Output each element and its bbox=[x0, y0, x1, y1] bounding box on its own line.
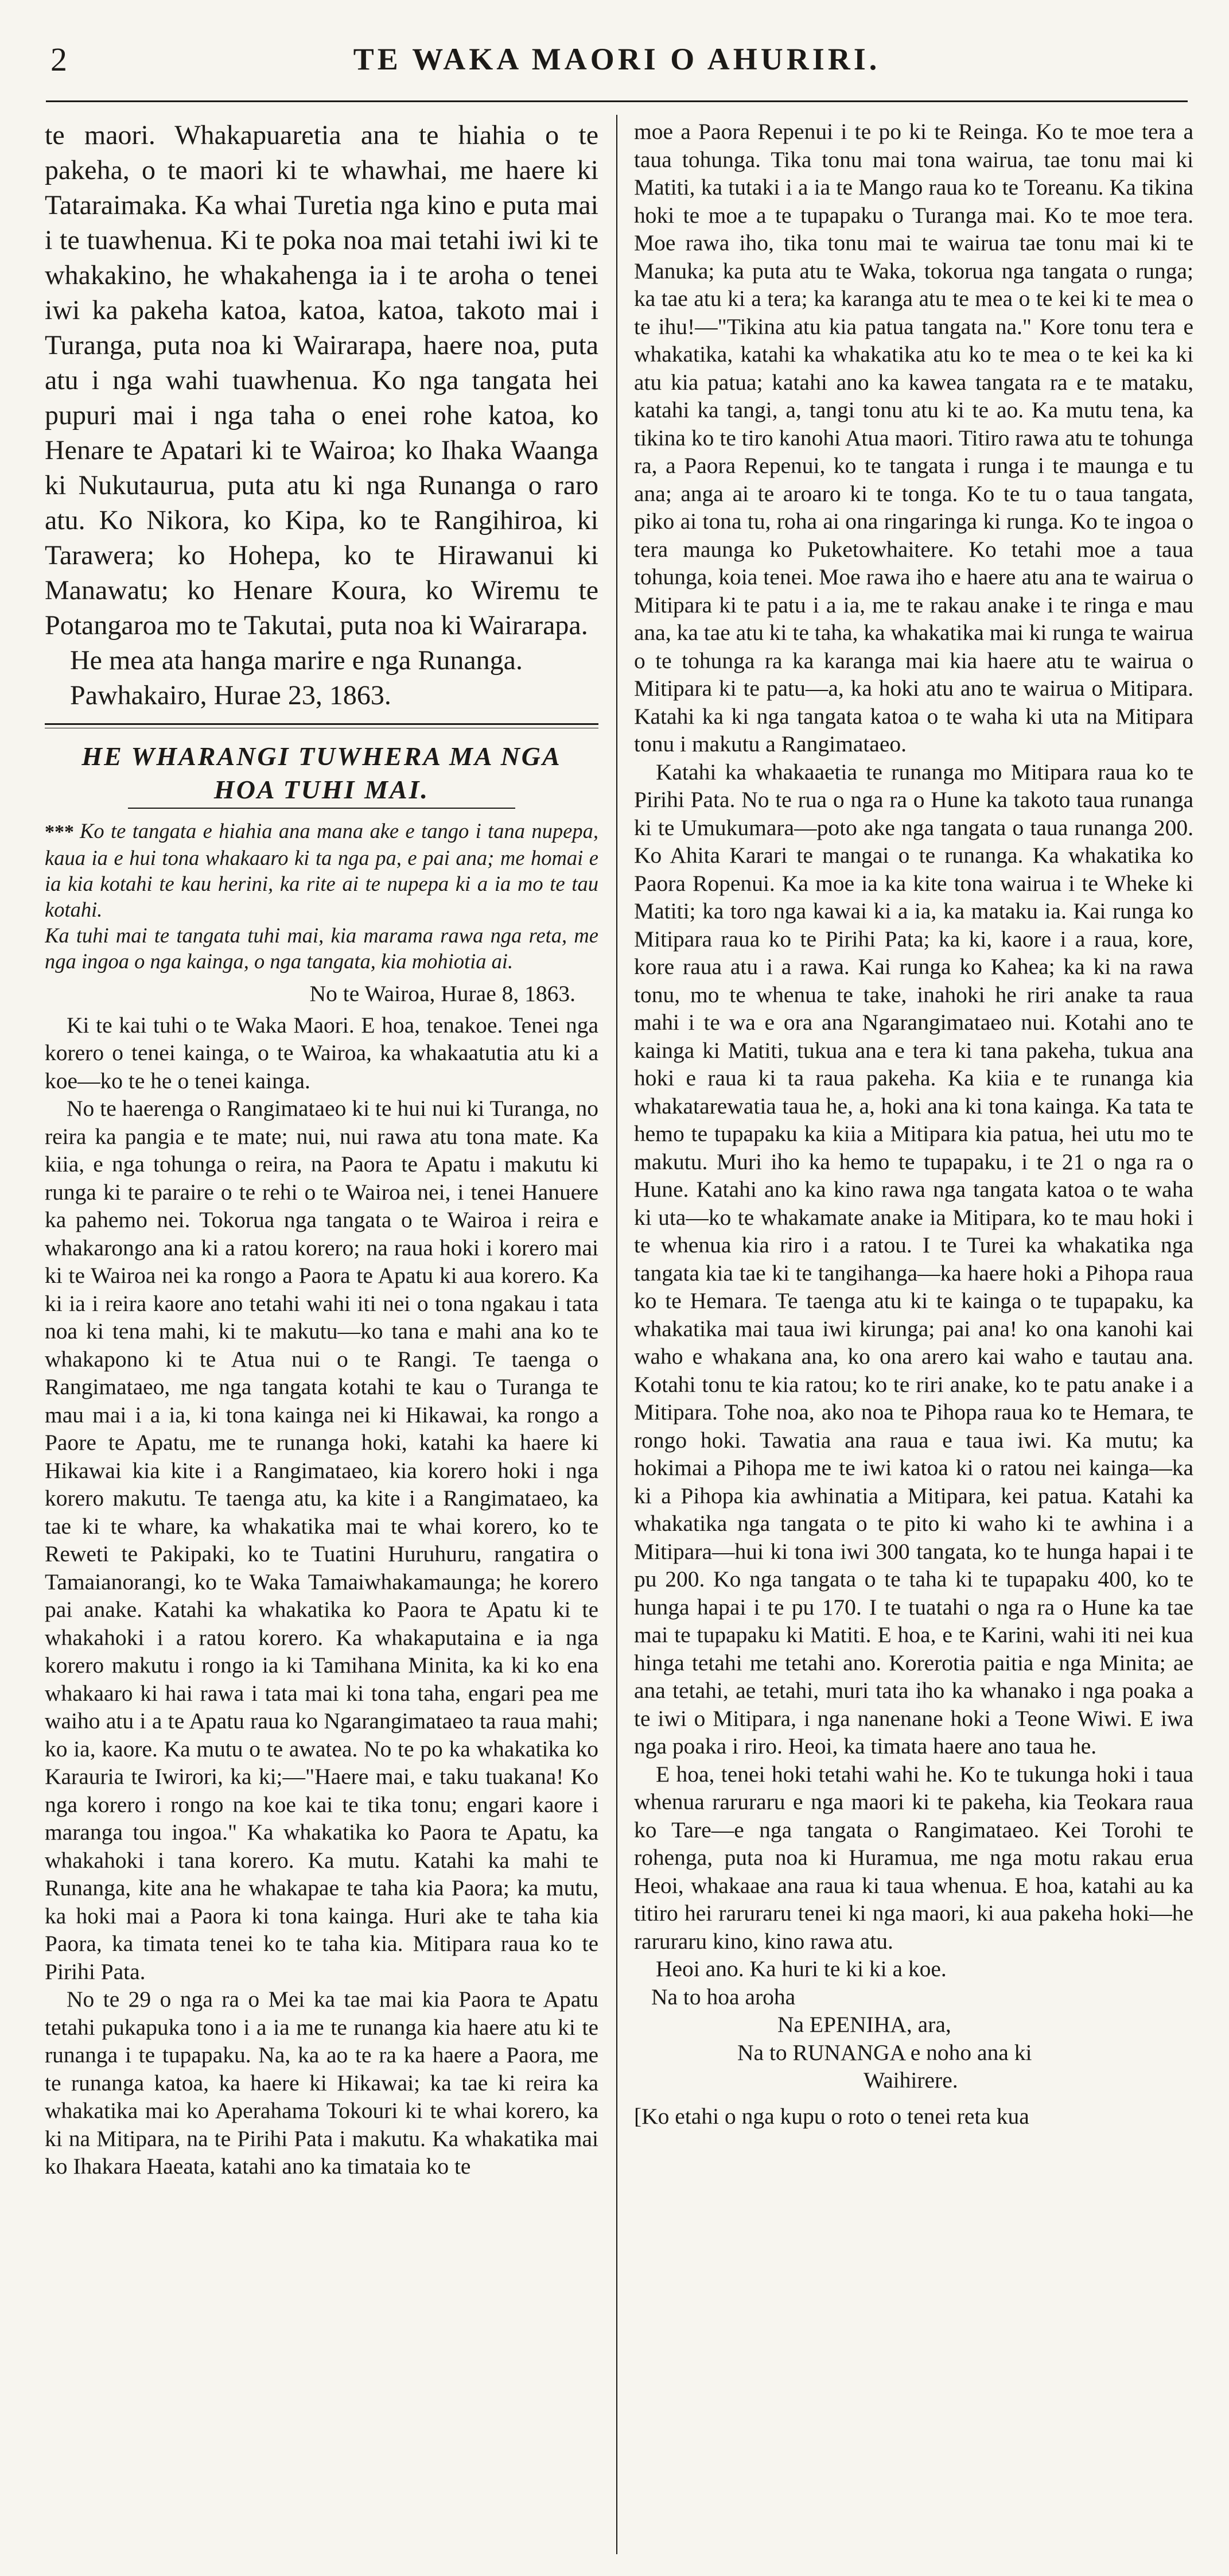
header-rule bbox=[46, 100, 1188, 102]
running-title: TE WAKA MAORI O AHURIRI. bbox=[353, 42, 881, 76]
letter-paragraph: Heoi ano. Ka huri te ki ki a koe. bbox=[656, 1956, 947, 1981]
right-column bbox=[634, 118, 1193, 2560]
editor-note-paragraph: Ka tuhi mai te tangata tuhi mai, kia marama rawa nga reta, me nga ingoa o nga kainga, o nga tangata, kia mohiotia ai. bbox=[45, 924, 598, 973]
proclamation-text bbox=[45, 118, 598, 713]
asterism-icon: *** bbox=[45, 821, 74, 843]
editor-note bbox=[45, 818, 598, 974]
letter-paragraph: E hoa, tenei hoki tetahi wahi he. Ko te tukunga hoki i taua whenua raruraru e nga maori ki te pakeha, kia Teokara raua ko Tare—e nga tangata o Rangimataeo. Kei Torohi te rohenga, puta noa ki Huramua, me nga motu rakau erua Heoi, whakaae ana raua ki taua whenua. E hoa, katahi au ka titiro hei raruraru tenei ki nga maori, ki aua pakeha hoki—he raruraru kino, kino rawa atu. bbox=[634, 1761, 1193, 1954]
letter-text bbox=[45, 980, 598, 2181]
editor-note-paragraph bbox=[45, 818, 598, 922]
closing-line: Na to hoa aroha bbox=[651, 1984, 796, 2009]
section-title-line: HE WHARANGI TUWHERA MA NGA bbox=[81, 742, 562, 771]
closing-line: Na to RUNANGA e noho ana ki bbox=[737, 2039, 1032, 2065]
editor-bracket-note: [Ko etahi o nga kupu o roto o tenei reta kua bbox=[634, 2103, 1029, 2129]
letter-paragraph: No te 29 o nga ra o Mei ka tae mai kia Paora te Apatu tetahi pukapuka tono i a ia me te runanga kia haere atu ki te runanga i te tupapaku. Na, ka ao te ra ka haere a Paora, me te runanga katoa, ka haere ki Hikawai; ka tae ki reira ka whakatika mai ko Aperahama Tokouri ki te whai korero, ka ki na Mitipara, na te Pirihi Pata i makutu. Ka whakatika mai ko Ihakara Haeata, katahi ano ka timataia ko te bbox=[45, 1987, 598, 2179]
left-column bbox=[45, 118, 598, 2560]
closing-line: Na EPENIHA, ara, bbox=[777, 2012, 951, 2037]
section-title-rule bbox=[128, 808, 516, 809]
closing-line: Waihirere. bbox=[864, 2067, 958, 2093]
column-divider bbox=[616, 115, 617, 2554]
letter-dateline: No te Wairoa, Hurae 8, 1863. bbox=[309, 981, 575, 1006]
section-double-rule bbox=[45, 723, 598, 728]
letter-paragraph: No te haerenga o Rangimataeo ki te hui nui ki Turanga, no reira ka pangia e te mate; nui, nui rawa atu tona mate. Ka kiia, e nga tohunga o reira, na Paora te Apatu i makutu ki runga ki te paraire o te rehi o te Wairoa nei, i tenei Hanuere ka pahemo nei. Tokorua nga tangata o te Wairoa i reira e whakarongo ana ki a ratou korero; na raua hoki i korero mai ki te Wairoa nei ka rongo a Paora te Apatu ki aua korero. Ka ki ia i reira kaore ano tetahi wahi iti nei o tona ngakau i tata noa ki tena mahi, ki te makutu—ko tana e mahi ana ko te whakapono ki te Atua nui o te Rangi. Te taenga o Rangimataeo, me nga tangata kotahi te kau o Turanga te mau mai i a ia, ki tona kainga nei ki Hikawai, ka rongo a Paore te Apatu, me te runanga hoki, katahi ka haere ki Hikawai kia kite i a Rangimataeo, kia korero hoki i nga korero makutu. Te taenga atu, ka kite i a Rangimataeo, ka tae ki te whare, ka whakatika mai te whai korero, ko te Reweti te Pakipaki, ko te Tuatini Huruhuru, rangatira o Tamaianorangi, ko te Waka Tamaiwhakamaunga; he korero pai anake. Katahi ka whakatika ko Paora te Apatu ki te whakahoki i a ratou korero. Ka whakaputaina e ia nga korero makutu i rongo ia ki Tamihana Minita, ka ki ko ena whakaaro ki hai rawa i tata mai ki tona taha, engari pea me waiho atu i a te Apatu raua ko Ngarangimataeo ta raua mahi; ko ia, kaore. Ka mutu o te awatea. No te po ka whakatika ko Karauria te Iwirori, ka ki;—"Haere mai, e taku tuakana! Ko nga korero i rongo na koe kai te tika tonu; engari kaore i maranga tou ingoa." Ka whakatika ko Paora te Apatu, ka whakahoki i tana korero. Ka mutu. Katahi ka mahi te Runanga, kite ana he whakapae te taha kia Paora; ka mutu, ka hoki mai a Paora ki tona kainga. Huri ake te taha kia Paora, ka timata tenei ko te taha kia. Mitipara raua ko te Pirihi Pata. bbox=[45, 1096, 598, 1984]
letter-paragraph: Katahi ka whakaaetia te runanga mo Mitipara raua ko te Pirihi Pata. No te rua o nga ra o Hune ka takoto taua runanga ki te Umukumara—poto ake nga tangata o taua runanga 200. Ko Ahita Karari te mangai o te runanga. Ka whakatika ko Paora Ropenui. Ka moe ia ka kite tona wairua i te Wheke ki Matiti; ka toro nga kawai ki a ia, ka mataku ia. Kai runga ko Mitipara raua ko te Pirihi Pata; ka ki, kaore i a raua, kore, kore raua atu i a rawa. Kai runga ko Kahea; ka ki na rawa tonu, mo te whenua te take, inahoki he riri anake ta raua mahi i te wa e ora ana Ngarangimataeo nui. Kotahi ano te kainga ki Matiti, tukua ana e tera ki tana pakeha, tukua ana hoki e raua ki ta raua pakeha. Ka kiia e te runanga kia whakatarewatia taua he, a, hoki ana ki tona kainga. Ka tata te hemo te tupapaku ka kiia a Mitipara kia patua, hei utu mo te makutu. Muri iho ka hemo te tupapaku, i te 21 o nga ra o Hune. Katahi ano ka kino rawa nga tangata katoa o te waha ki uta—ko te whakamate anake ia Mitipara, ko te mau hoki i te whenua kia riro i a ratou. I te Turei ka whakatika nga tangata kia tae ki te tangihanga—ka haere hoki a Pihopa raua ko te Hemara. Te taenga atu ki te kainga o te tupapaku, ka whakatika mai taua iwi kirunga; pai ana! ko ona kanohi kai waho e whakana ana, ko ona arero kai waho e tautau ana. Kotahi tonu te kia ratou; ko te riri anake, ko te patu anake i a Mitipara. Tohe noa, ako noa te Pihopa raua ko te Hemara, te rongo hoki. Tawatia ana raua e taua iwi. Ka mutu; ka hokimai a Pihopa me te iwi katoa ki o ratou nei kainga—ka ki a Pihopa kia awhinatia a Mitipara, kei patua. Katahi ka whakatika nga tangata o te pito ki waho ki te awhina i a Mitipara—hui ki tona iwi 300 tangata, ko te hunga hapai i te pu 200. Ko nga tangata o te taha ki te tupapaku 400, ko te hunga hapai i te pu 170. I te tuatahi o nga ra o Hune ka tae mai te tupapaku ki Matiti. E hoa, e te Karini, wahi iti nei kua hinga tetahi me tetahi ano. Korerotia paitia e nga Minita; ae ana tetahi, ae tetahi, muri tata iho ka whanako i nga poaka a te iwi o Mitipara, i nga nanenane hoki a Teone Wiwi. E iwa nga poaka i riro. Heoi, ka timata haere ano taua he. bbox=[634, 759, 1193, 1759]
editor-note-text: Ko te tangata e hiahia ana mana ake e tango i tana nupepa, kaua ia e hui tona whakaaro ki ta nga pa, e pai ana; me homai e ia kia kotahi te kau herini, ka rite ai te nupepa ki a ia mo te tau kotahi. bbox=[45, 819, 598, 921]
section-title bbox=[45, 740, 598, 809]
page-header bbox=[46, 36, 1188, 93]
proclamation-signature: Pawhakairo, Hurae 23, 1863. bbox=[70, 680, 391, 711]
section-title-line: HOA TUHI MAI. bbox=[213, 775, 430, 804]
letter-paragraph: moe a Paora Repenui i te po ki te Reinga. Ko te moe tera a taua tohunga. Tika tonu mai tona wairua, tae tonu mai ki Matiti, ka tutaki i a ia te Mango raua ko te Toreanu. Ka tikina hoki te moe a te tupapaku o Turanga mai. Ko te moe tera. Moe rawa iho, tika tonu mai te wairua tae tonu mai ki te Manuka; ka puta atu te Waka, tokorua nga tangata o runga; ka tae atu ki a tera; ka karanga atu te mea o te kei ki te mea o te ihu!—"Tikina atu kia patua tangata na." Kore tonu tera e whakatika, katahi ka whakatika atu ko te mea o te kei ka ki atu kia patua; katahi ano ka kawea tangata ra e te mataku, katahi ka tangi, a, tangi tonu atu ki te ao. Ka mutu tena, ka tikina ko te tiro kanohi Atua maori. Titiro rawa atu te tohunga ra, a Paora Repenui, ko te tangata i runga i te maunga e tu ana; anga ai te aroaro ki te tonga. Ko te tu o taua tangata, piko ai tona tu, roha ai ona ringaringa ki runga. Ko te ingoa o tera maunga ko Puketowhaitere. Ko tetahi moe a taua tohunga, koia tenei. Moe rawa iho e haere atu ana te wairua o Mitipara ki te patu i a ia, me te rakau anake i te ringa e mau ana, ka tae atu ki te taha, ka whakatika mai ki runga te wairua o te tohunga ra ka karanga mai kia haere atu te wairua o Mitipara ki te patu—a, ka hoki atu ano te wairua o Mitipara. Katahi ka ki nga tangata katoa o te waha ki uta na Mitipara tonu i makutu a Rangimataeo. bbox=[634, 119, 1193, 756]
proclamation-paragraph: te maori. Whakapuaretia ana te hiahia o te pakeha, o te maori ki te whawhai, me haere ki Tataraimaka. Ka whai Turetia nga kino e puta mai i te tuawhenua. Ki te poka noa mai tetahi iwi ki te whakakino, he whakahenga ia i te aroha o tenei iwi ka pakeha katoa, katoa, katoa, takoto mai i Turanga, puta noa ki Wairarapa, haere noa, puta atu i nga wahi tuawhenua. Ko nga tangata hei pupuri mai i nga taha o enei rohe katoa, ko Henare te Apatari ki te Wairoa; ko Ihaka Waanga ki Nukutaurua, puta atu ki nga Runanga o raro atu. Ko Nikora, ko Kipa, ko te Rangihiroa, ki Tarawera; ko Hohepa, ko te Hirawanui ki Manawatu; ko Henare Koura, ko Wiremu te Potangaroa mo te Takutai, puta noa ki Wairarapa. bbox=[45, 120, 598, 641]
letter-paragraph: Ki te kai tuhi o te Waka Maori. E hoa, tenakoe. Tenei nga korero o tenei kainga, o te Wairoa, ka whakaatutia atu ki a koe—ko te he o tenei kainga. bbox=[45, 1012, 598, 1093]
proclamation-paragraph: He mea ata hanga marire e nga Runanga. bbox=[70, 645, 523, 676]
page-number: 2 bbox=[50, 41, 67, 78]
